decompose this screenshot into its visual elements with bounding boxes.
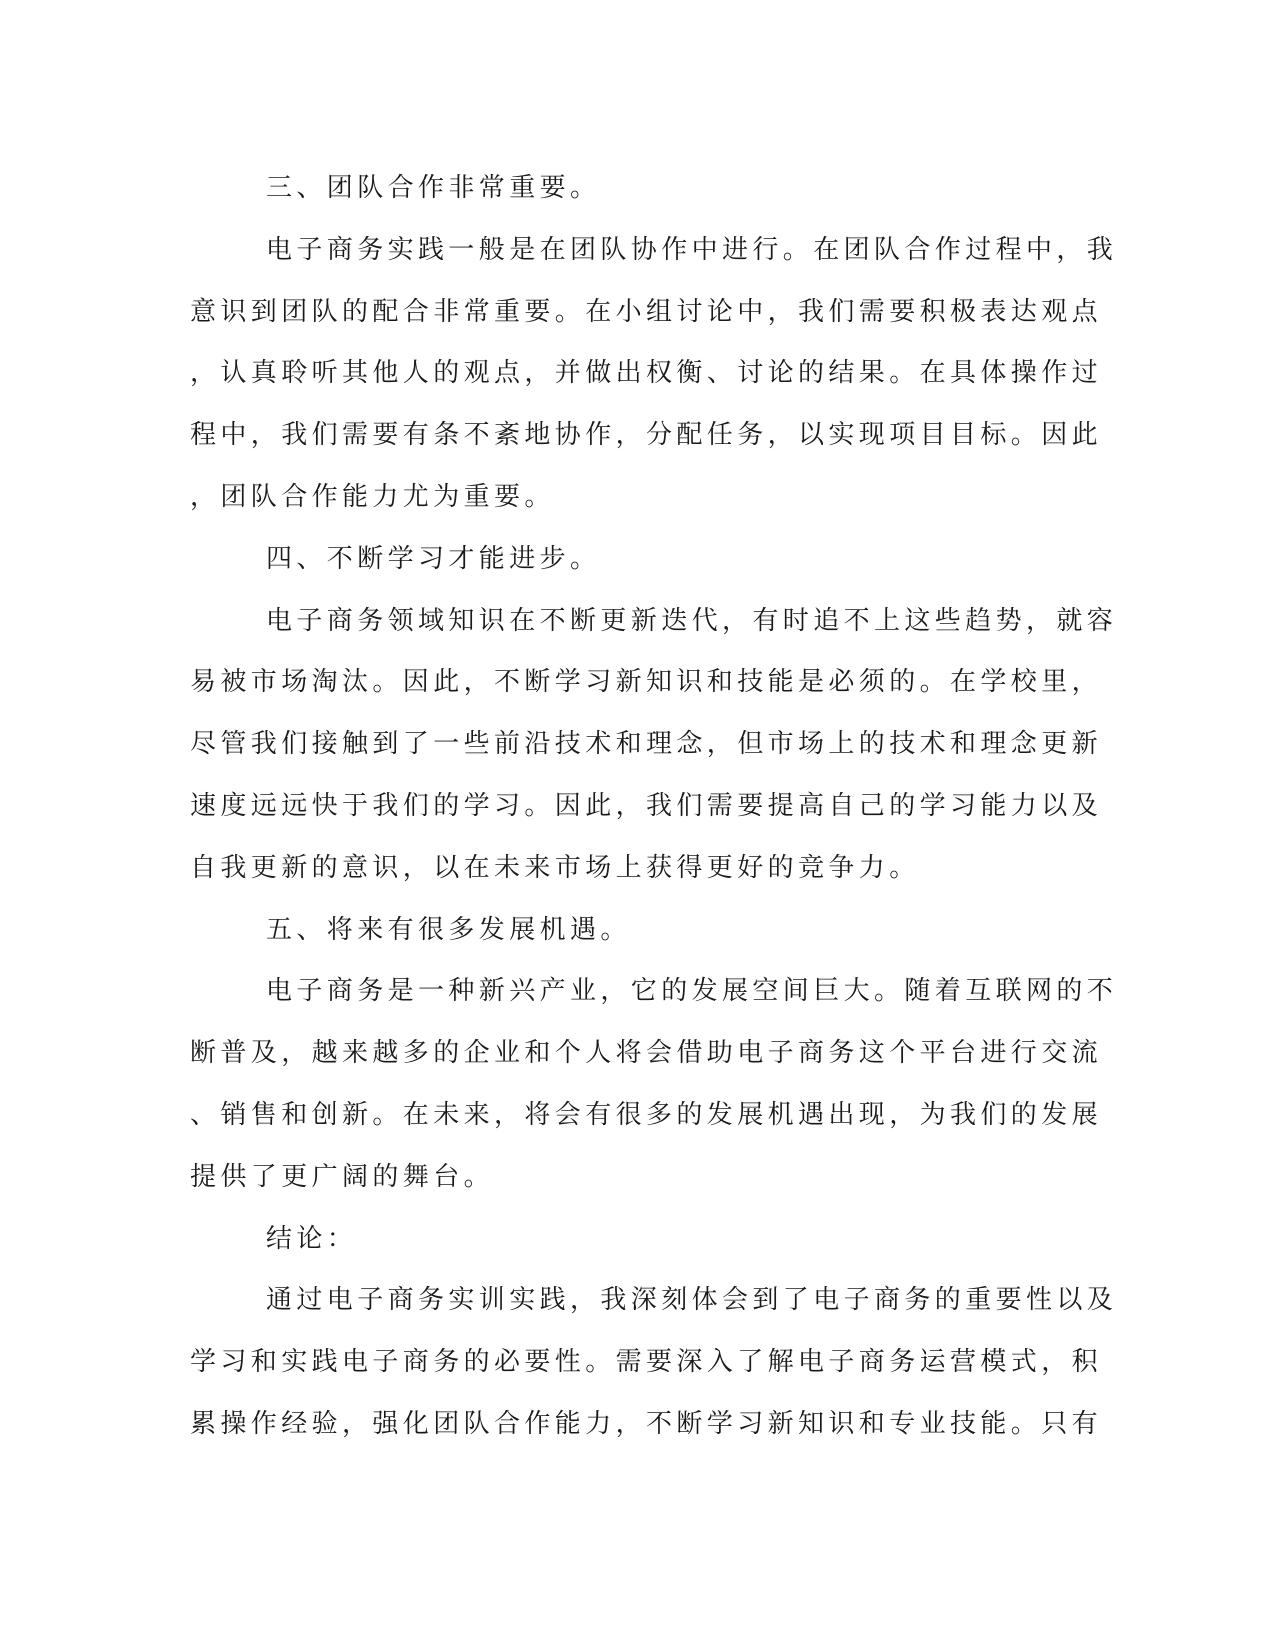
paragraph-line: 累操作经验，强化团队合作能力，不断学习新知识和专业技能。只有	[190, 1408, 1103, 1439]
paragraph-line: 意识到团队的配合非常重要。在小组讨论中，我们需要积极表达观点	[190, 296, 1103, 327]
section-heading-teamwork: 三、团队合作非常重要。	[266, 173, 601, 203]
body-text	[190, 158, 1118, 1456]
section-heading-conclusion: 结论：	[266, 1223, 358, 1254]
paragraph-line: 学习和实践电子商务的必要性。需要深入了解电子商务运营模式，积	[190, 1347, 1103, 1378]
paragraph-line: 尽管我们接触到了一些前沿技术和理念，但市场上的技术和理念更新	[190, 729, 1103, 760]
paragraph-line: 、销售和创新。在未来，将会有很多的发展机遇出现，为我们的发展	[190, 1099, 1103, 1130]
paragraph-line: 自我更新的意识，以在未来市场上获得更好的竞争力。	[190, 852, 920, 883]
section-heading-learning: 四、不断学习才能进步。	[266, 543, 601, 574]
paragraph-line: 断普及，越来越多的企业和个人将会借助电子商务这个平台进行交流	[190, 1038, 1103, 1069]
paragraph-line: 易被市场淘汰。因此，不断学习新知识和技能是必须的。在学校里，	[190, 667, 1103, 698]
paragraph-line: 电子商务是一种新兴产业，它的发展空间巨大。随着互联网的不	[266, 976, 1118, 1007]
paragraph-line: 电子商务领域知识在不断更新迭代，有时追不上这些趋势，就容	[266, 605, 1118, 636]
section-heading-opportunities: 五、将来有很多发展机遇。	[266, 914, 631, 945]
paragraph-line: 速度远远快于我们的学习。因此，我们需要提高自己的学习能力以及	[190, 790, 1103, 821]
paragraph-line: ，认真聆听其他人的观点，并做出权衡、讨论的结果。在具体操作过	[190, 358, 1103, 389]
paragraph-line: 通过电子商务实训实践，我深刻体会到了电子商务的重要性以及	[266, 1285, 1118, 1316]
paragraph-line: 程中，我们需要有条不紊地协作，分配任务，以实现项目目标。因此	[190, 420, 1103, 451]
paragraph-line: 电子商务实践一般是在团队协作中进行。在团队合作过程中，我	[266, 234, 1118, 265]
paragraph-line: ，团队合作能力尤为重要。	[190, 481, 555, 512]
paragraph-line: 提供了更广阔的舞台。	[190, 1161, 495, 1192]
